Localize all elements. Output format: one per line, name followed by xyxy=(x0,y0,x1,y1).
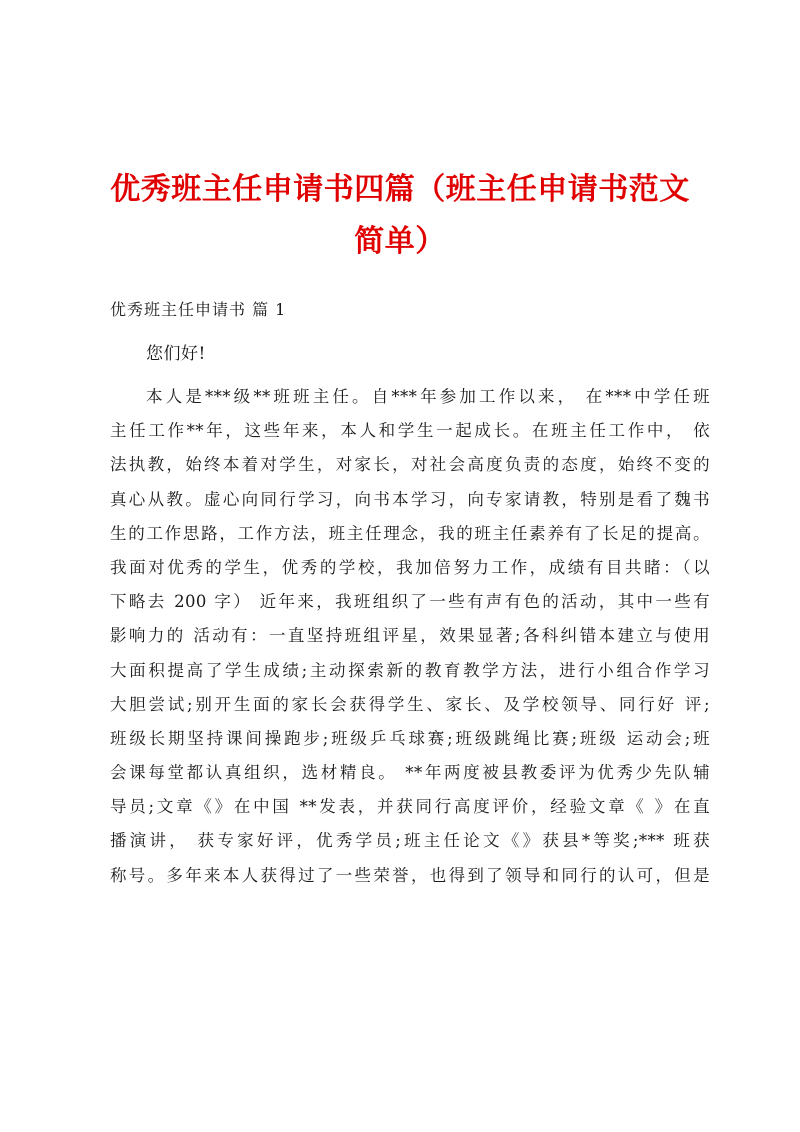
paragraph-line: 我面对优秀的学生，优秀的学校，我加倍努力工作，成绩有目共睹：（以 xyxy=(110,557,710,577)
paragraph-line: 播演讲， 获专家好评，优秀学员;班主任论文《》获县*等奖;*** 班获 xyxy=(110,831,710,851)
paragraph-line: 主任工作**年，这些年来，本人和学生一起成长。在班主任工作中， 依 xyxy=(110,421,710,441)
paragraph-line: 本人是***级**班班主任。自***年参加工作以来， 在***中学任班 xyxy=(146,387,710,406)
paragraph-line: 会课每堂都认真组织，选材精良。 **年两度被县教委评为优秀少先队辅 xyxy=(110,763,710,783)
paragraph-line: 大胆尝试;别开生面的家长会获得学生、家长、及学校领导、同行好 评; xyxy=(110,694,710,714)
paragraph-line: 真心从教。虚心向同行学习，向书本学习，向专家请教，特别是看了魏书 xyxy=(110,489,710,509)
body-text xyxy=(110,380,710,893)
section-heading: 优秀班主任申请书 篇 1 xyxy=(110,300,287,319)
paragraph-line: 班级长期坚持课间操跑步;班级乒乓球赛;班级跳绳比赛;班级 运动会;班 xyxy=(110,728,710,748)
paragraph-line: 影响力的 活动有：一直坚持班组评星，效果显著;各科纠错本建立与使用 xyxy=(110,626,710,646)
paragraph-line: 称号。多年来本人获得过了一些荣誉，也得到了领导和同行的认可，但是 xyxy=(110,865,710,885)
paragraph-line: 生的工作思路，工作方法，班主任理念，我的班主任素养有了长足的提高。 xyxy=(110,523,710,543)
paragraph-line: 下略去 200 字） 近年来，我班组织了一些有声有色的活动，其中一些有 xyxy=(110,592,710,612)
paragraph-line: 导员;文章《》在中国 **发表，并获同行高度评价，经验文章《 》在直 xyxy=(110,797,710,817)
paragraph-line: 大面积提高了学生成绩;主动探索新的教育教学方法，进行小组合作学习 xyxy=(110,660,710,680)
document-title: 优秀班主任申请书四篇（班主任申请书范文简单） xyxy=(110,172,690,259)
greeting: 您们好! xyxy=(146,344,206,364)
paragraph-line: 法执教，始终本着对学生，对家长，对社会高度负责的态度，始终不变的 xyxy=(110,455,710,475)
